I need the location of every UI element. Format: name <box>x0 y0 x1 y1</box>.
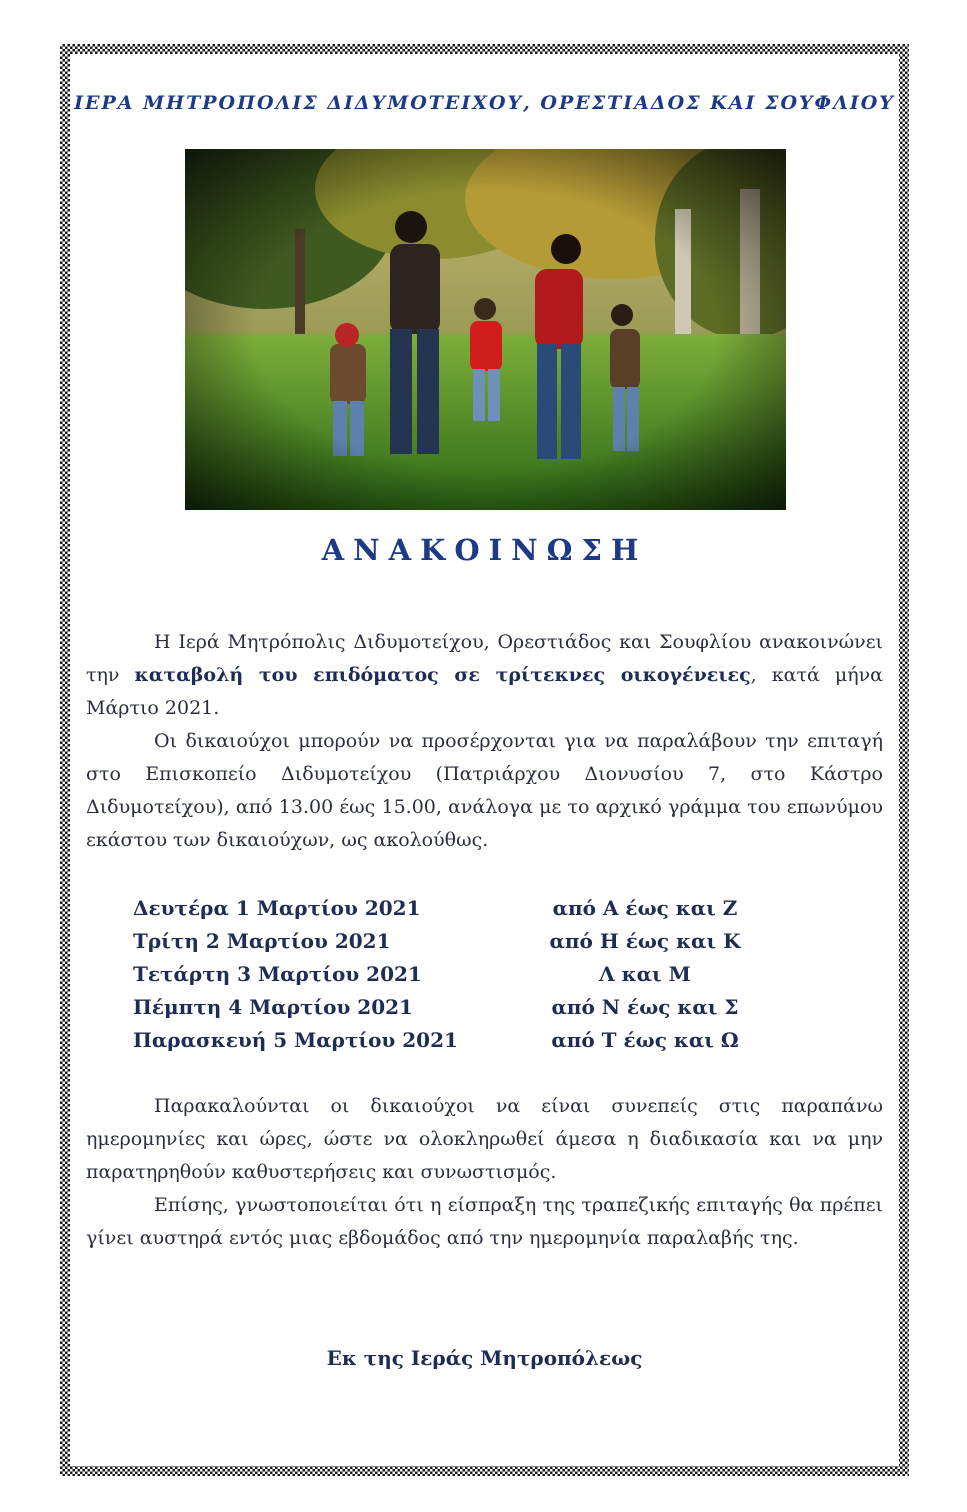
metropolis-header: ΙΕΡΑ ΜΗΤΡΟΠΟΛΙΣ ΔΙΔΥΜΟΤΕΙΧΟΥ, ΟΡΕΣΤΙΑΔΟΣ ΚΑΙ ΣΟΥΦΛΙΟΥ <box>74 92 895 114</box>
schedule-row <box>133 991 773 1024</box>
schedule-date: Πέμπτη 4 Μαρτίου 2021 <box>133 995 413 1019</box>
allowance-highlight: καταβολή του επιδόματος σε τρίτεκνες οικογένειες <box>134 664 751 686</box>
schedule-letters: από Η έως και Κ <box>549 929 741 953</box>
intro-paragraph-2: Οι δικαιούχοι μπορούν να προσέρχονται για να παραλάβουν την επιταγή στο Επισκοπείο Διδυμοτείχου (Πατριάρχου Διονυσίου 7, στο Κάστρο Διδυμοτείχου), από 13.00 έως 15.00, ανάλογα με το αρχικό γράμμα του επωνύμου εκάστου των δικαιούχων, ως ακολούθως. <box>86 730 883 851</box>
distribution-schedule <box>133 892 773 1057</box>
intro-paragraph-1: Η Ιερά Μητρόπολις Διδυμοτείχου, Ορεστιάδος και Σουφλίου ανακοινώνει την καταβολή του επιδόματος σε τρίτεκνες οικογένειες, κατά μήνα Μάρτιο 2021. <box>86 631 884 719</box>
schedule-row <box>133 958 773 991</box>
outro-paragraph-1: Παρακαλούνται οι δικαιούχοι να είναι συνεπείς στις παραπάνω ημερομηνίες και ώρες, ώστε να ολοκληρωθεί άμεσα η διαδικασία και να μην παρατηρηθούν καθυστερήσεις και συνωστισμός. <box>86 1095 883 1183</box>
announcement-title: ΑΝΑΚΟΙΝΩΣΗ <box>321 533 648 567</box>
closing-signature: Εκ της Ιεράς Μητροπόλεως <box>326 1346 643 1370</box>
schedule-date: Παρασκευή 5 Μαρτίου 2021 <box>133 1028 458 1052</box>
family-walking-photo <box>185 149 786 510</box>
schedule-date: Δευτέρα 1 Μαρτίου 2021 <box>133 896 421 920</box>
schedule-row <box>133 1024 773 1057</box>
schedule-row <box>133 925 773 958</box>
schedule-date: Τετάρτη 3 Μαρτίου 2021 <box>133 962 422 986</box>
outro-paragraph-2: Επίσης, γνωστοποιείται ότι η είσπραξη της τραπεζικής επιταγής θα πρέπει γίνει αυστηρά εντός μιας εβδομάδος από την ημερομηνία παραλαβής της. <box>86 1194 883 1249</box>
schedule-letters: από Ν έως και Σ <box>551 995 739 1019</box>
schedule-letters: Λ και Μ <box>599 962 691 986</box>
schedule-letters: από Α έως και Ζ <box>552 896 738 920</box>
schedule-letters: από Τ έως και Ω <box>551 1028 739 1052</box>
outro-text <box>86 1090 883 1255</box>
intro-text <box>86 626 883 857</box>
schedule-row <box>133 892 773 925</box>
schedule-date: Τρίτη 2 Μαρτίου 2021 <box>133 929 391 953</box>
